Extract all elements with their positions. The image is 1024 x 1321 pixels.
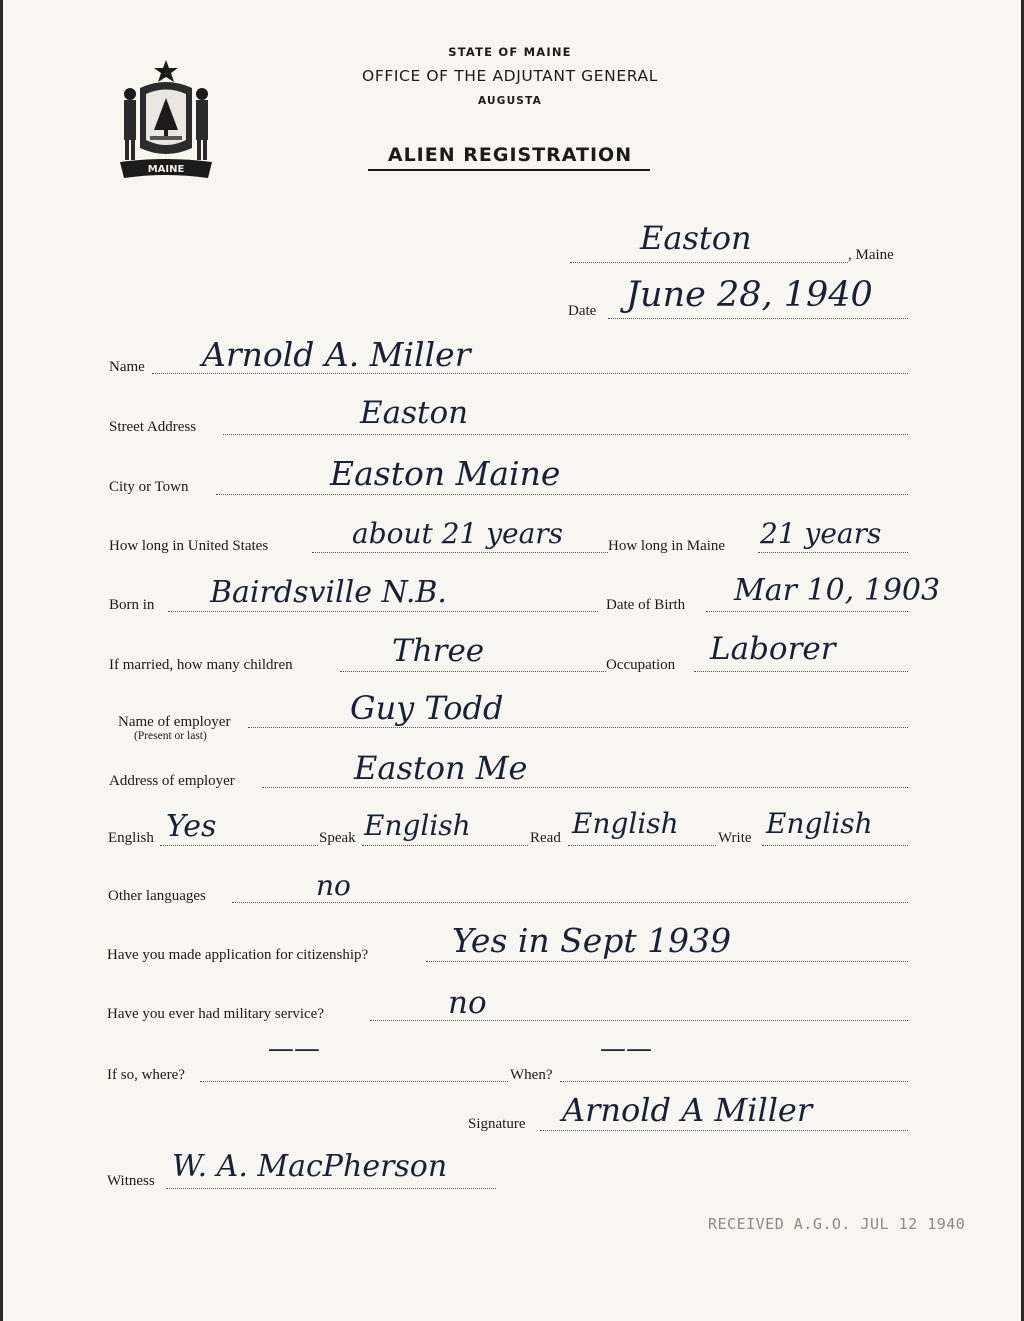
witness-line (166, 1188, 496, 1189)
how-long-us-entry: about 21 years (352, 517, 564, 550)
signature-entry: Arnold A Miller (562, 1091, 813, 1129)
citizenship-entry: Yes in Sept 1939 (452, 921, 732, 960)
form-title: ALIEN REGISTRATION (387, 144, 633, 166)
signature-line (540, 1130, 908, 1131)
when-label: When? (510, 1067, 553, 1083)
date-line (608, 318, 908, 319)
read-entry: English (572, 807, 679, 840)
where-entry: —— (268, 1034, 320, 1064)
date-label: Date (568, 303, 597, 319)
english-line (160, 845, 318, 846)
if-so-where-line (200, 1081, 508, 1082)
header-office: OFFICE OF THE ADJUTANT GENERAL (362, 67, 658, 85)
born-in-line (168, 611, 598, 612)
employer-name-note: (Present or last) (134, 730, 207, 742)
employer-address-line (262, 787, 908, 788)
street-address-entry: Easton (360, 395, 469, 431)
header-city: AUGUSTA (478, 95, 542, 107)
town-entry: Easton (640, 219, 752, 257)
if-so-where-label: If so, where? (107, 1067, 185, 1083)
maine-label: , Maine (848, 247, 894, 263)
witness-label: Witness (107, 1173, 155, 1189)
witness-entry: W. A. MacPherson (172, 1149, 448, 1184)
write-entry: English (766, 807, 873, 840)
employer-name-line (248, 727, 908, 728)
employer-address-entry: Easton Me (354, 749, 528, 787)
children-label: If married, how many children (109, 657, 293, 673)
street-address-line (223, 434, 908, 435)
speak-label: Speak (319, 830, 356, 846)
english-label: English (108, 830, 154, 846)
received-stamp: RECEIVED A.G.O. JUL 12 1940 (708, 1215, 966, 1233)
write-line (762, 845, 908, 846)
read-line (568, 845, 716, 846)
other-languages-entry: no (316, 869, 351, 902)
read-label: Read (530, 830, 561, 846)
speak-line (362, 845, 528, 846)
title-underline (368, 169, 650, 171)
name-entry: Arnold A. Miller (202, 335, 471, 374)
children-entry: Three (392, 633, 485, 669)
date-entry: June 28, 1940 (626, 275, 873, 315)
born-in-entry: Bairdsville N.B. (210, 575, 447, 610)
born-in-label: Born in (109, 597, 155, 613)
date-of-birth-line (706, 611, 908, 612)
svg-text:MAINE: MAINE (147, 164, 185, 175)
maine-state-seal-icon (110, 56, 222, 188)
header-state: STATE OF MAINE (448, 45, 572, 59)
speak-entry: English (364, 809, 471, 842)
city-or-town-label: City or Town (109, 479, 189, 495)
citizenship-line (426, 961, 908, 962)
military-entry: no (448, 985, 487, 1021)
occupation-line (694, 671, 908, 672)
date-of-birth-label: Date of Birth (606, 597, 686, 613)
how-long-us-label: How long in United States (109, 538, 269, 554)
employer-name-label: Name of employer (118, 714, 231, 730)
when-entry: —— (600, 1034, 652, 1064)
other-languages-label: Other languages (108, 888, 206, 904)
employer-name-entry: Guy Todd (350, 689, 504, 727)
when-line (560, 1081, 908, 1082)
citizenship-label: Have you made application for citizenship? (107, 947, 369, 963)
write-label: Write (718, 830, 752, 846)
city-or-town-line (216, 494, 908, 495)
how-long-us-line (312, 552, 608, 553)
name-label: Name (109, 359, 145, 375)
other-languages-line (232, 902, 908, 903)
english-entry: Yes (166, 809, 217, 844)
military-label: Have you ever had military service? (107, 1006, 324, 1022)
signature-label: Signature (468, 1116, 526, 1132)
scan-edge-left (0, 0, 3, 1321)
occupation-entry: Laborer (710, 631, 836, 667)
city-or-town-entry: Easton Maine (330, 454, 561, 493)
how-long-maine-entry: 21 years (760, 517, 882, 550)
occupation-label: Occupation (606, 657, 676, 673)
date-of-birth-entry: Mar 10, 1903 (734, 573, 941, 608)
children-line (340, 671, 606, 672)
how-long-maine-label: How long in Maine (608, 538, 726, 554)
how-long-maine-line (758, 552, 908, 553)
town-line (570, 262, 848, 263)
employer-address-label: Address of employer (109, 773, 235, 789)
street-address-label: Street Address (109, 419, 197, 435)
